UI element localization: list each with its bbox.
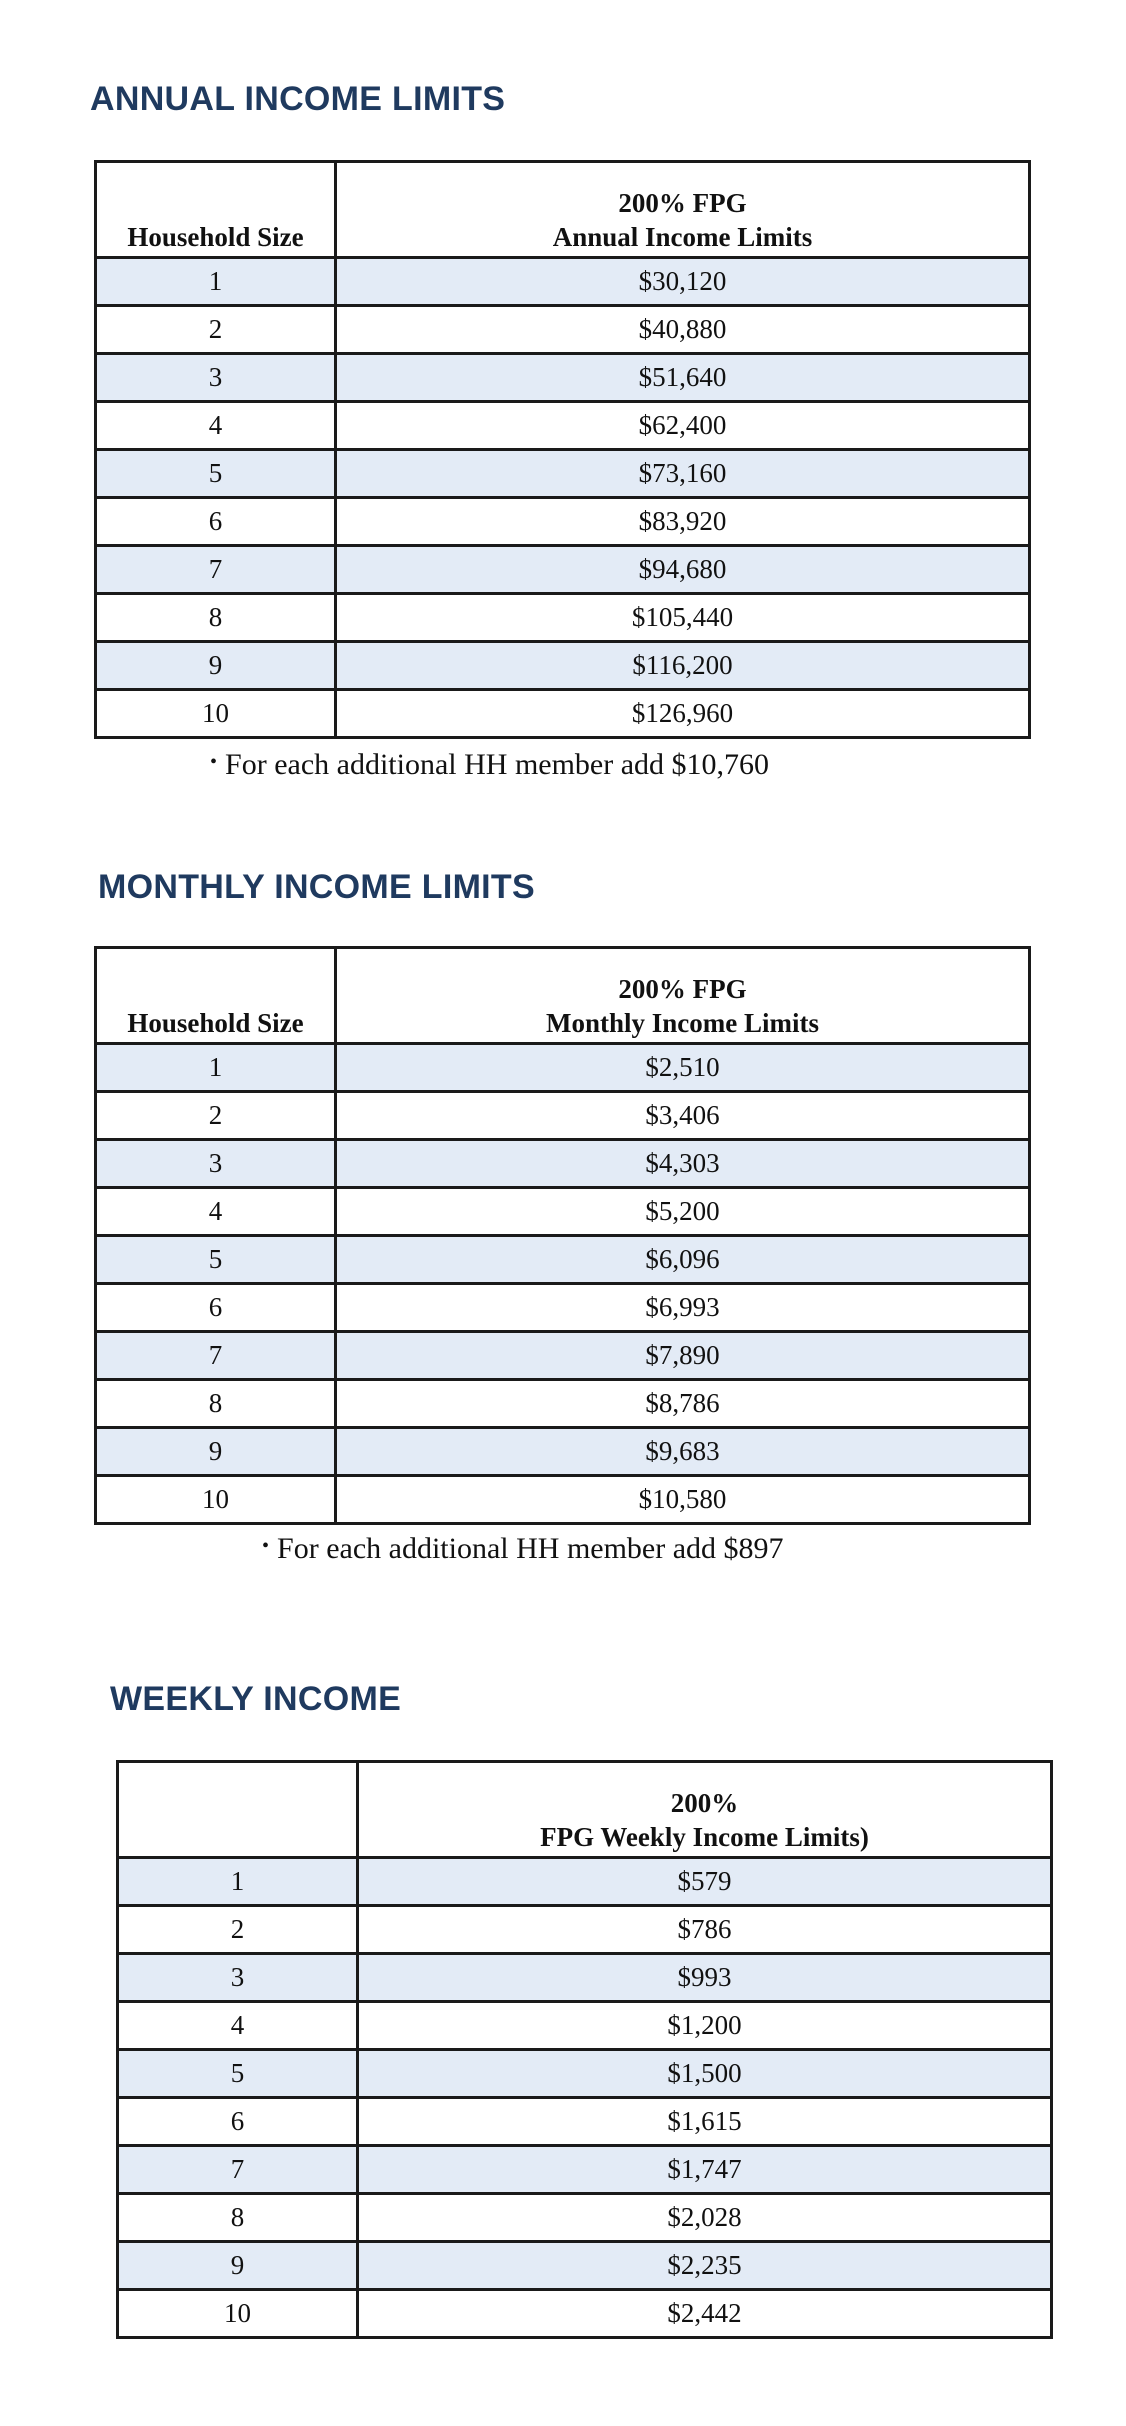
table-row [118, 2002, 1052, 2050]
income-limit-cell: $2,028 [358, 2194, 1052, 2242]
table-header-row [96, 162, 1030, 258]
income-limit-cell: $51,640 [336, 354, 1030, 402]
household-size-header: Household Size [96, 162, 336, 258]
table-row [96, 402, 1030, 450]
table-row [96, 1332, 1030, 1380]
bullet-icon: • [210, 751, 218, 773]
income-limit-cell: $8,786 [336, 1380, 1030, 1428]
household-size-cell: 8 [96, 1380, 336, 1428]
table-row [96, 1044, 1030, 1092]
bullet-icon: • [262, 1535, 270, 1557]
table-row [118, 2194, 1052, 2242]
income-limit-header [336, 948, 1030, 1044]
table-row [96, 1284, 1030, 1332]
income-limit-cell: $5,200 [336, 1188, 1030, 1236]
household-size-cell: 6 [118, 2098, 358, 2146]
income-limit-cell: $62,400 [336, 402, 1030, 450]
header-line-2: FPG Weekly Income Limits) [540, 1822, 869, 1852]
table-row [96, 1140, 1030, 1188]
income-limit-cell: $116,200 [336, 642, 1030, 690]
table-row [96, 642, 1030, 690]
income-limit-cell: $1,200 [358, 2002, 1052, 2050]
household-size-cell: 4 [96, 402, 336, 450]
household-size-cell: 6 [96, 498, 336, 546]
household-size-cell: 1 [118, 1858, 358, 1906]
income-limit-header [336, 162, 1030, 258]
table-row [118, 1906, 1052, 1954]
header-line-1: 200% FPG [618, 974, 747, 1004]
annual-note-text: For each additional HH member add $10,760 [225, 748, 770, 781]
table-header-row [118, 1762, 1052, 1858]
household-size-cell: 8 [118, 2194, 358, 2242]
household-size-header: Household Size [96, 948, 336, 1044]
income-limit-cell: $2,235 [358, 2242, 1052, 2290]
household-size-cell: 7 [118, 2146, 358, 2194]
household-size-cell: 7 [96, 546, 336, 594]
income-limit-cell: $1,747 [358, 2146, 1052, 2194]
household-size-cell: 8 [96, 594, 336, 642]
weekly-income-table [116, 1760, 1053, 2339]
income-limit-cell: $3,406 [336, 1092, 1030, 1140]
table-row [118, 1954, 1052, 2002]
income-limit-header [358, 1762, 1052, 1858]
household-size-cell: 2 [96, 1092, 336, 1140]
household-size-cell: 5 [96, 1236, 336, 1284]
income-limit-cell: $105,440 [336, 594, 1030, 642]
annual-heading: ANNUAL INCOME LIMITS [90, 80, 506, 118]
household-size-cell: 2 [96, 306, 336, 354]
household-size-cell: 9 [118, 2242, 358, 2290]
table-row [96, 690, 1030, 738]
household-size-cell: 5 [96, 450, 336, 498]
income-limit-cell: $73,160 [336, 450, 1030, 498]
household-size-cell: 3 [96, 354, 336, 402]
table-row [118, 2098, 1052, 2146]
household-size-cell: 7 [96, 1332, 336, 1380]
weekly-heading: WEEKLY INCOME [110, 1680, 402, 1718]
household-size-cell: 4 [118, 2002, 358, 2050]
annual-income-table [94, 160, 1031, 739]
household-size-cell: 1 [96, 258, 336, 306]
table-row [118, 1858, 1052, 1906]
income-limit-cell: $993 [358, 1954, 1052, 2002]
table-row [96, 1428, 1030, 1476]
table-row [96, 594, 1030, 642]
income-limit-cell: $2,510 [336, 1044, 1030, 1092]
monthly-income-table [94, 946, 1031, 1525]
table-row [118, 2242, 1052, 2290]
table-row [96, 306, 1030, 354]
table-row [118, 2290, 1052, 2338]
table-row [96, 450, 1030, 498]
income-limit-cell: $7,890 [336, 1332, 1030, 1380]
income-limit-cell: $1,615 [358, 2098, 1052, 2146]
table-row [96, 1188, 1030, 1236]
income-limit-cell: $126,960 [336, 690, 1030, 738]
table-header-row [96, 948, 1030, 1044]
household-size-cell: 3 [118, 1954, 358, 2002]
table-row [96, 258, 1030, 306]
income-limit-cell: $2,442 [358, 2290, 1052, 2338]
income-limit-cell: $4,303 [336, 1140, 1030, 1188]
household-size-cell: 4 [96, 1188, 336, 1236]
table-row [96, 498, 1030, 546]
income-limit-cell: $10,580 [336, 1476, 1030, 1524]
household-size-cell: 10 [118, 2290, 358, 2338]
header-line-2: Annual Income Limits [552, 222, 813, 252]
income-limit-cell: $6,096 [336, 1236, 1030, 1284]
income-limit-cell: $94,680 [336, 546, 1030, 594]
header-line-2: Monthly Income Limits [546, 1008, 819, 1038]
income-limit-cell: $1,500 [358, 2050, 1052, 2098]
household-size-cell: 10 [96, 690, 336, 738]
income-limit-cell: $6,993 [336, 1284, 1030, 1332]
household-size-cell: 1 [96, 1044, 336, 1092]
monthly-note-text: For each additional HH member add $897 [277, 1532, 784, 1565]
table-row [96, 354, 1030, 402]
income-limit-cell: $40,880 [336, 306, 1030, 354]
income-limit-cell: $83,920 [336, 498, 1030, 546]
table-row [96, 1476, 1030, 1524]
monthly-note [262, 1532, 784, 1566]
household-size-cell: 5 [118, 2050, 358, 2098]
income-limit-cell: $786 [358, 1906, 1052, 1954]
income-limit-cell: $9,683 [336, 1428, 1030, 1476]
table-row [96, 1092, 1030, 1140]
household-size-cell: 2 [118, 1906, 358, 1954]
table-row [96, 1380, 1030, 1428]
header-line-1: 200% FPG [618, 188, 747, 218]
household-size-header [118, 1762, 358, 1858]
income-limit-cell: $579 [358, 1858, 1052, 1906]
household-size-cell: 6 [96, 1284, 336, 1332]
household-size-cell: 9 [96, 642, 336, 690]
table-row [96, 546, 1030, 594]
header-line-1: 200% [670, 1788, 739, 1818]
table-row [118, 2050, 1052, 2098]
household-size-cell: 10 [96, 1476, 336, 1524]
table-row [96, 1236, 1030, 1284]
household-size-cell: 9 [96, 1428, 336, 1476]
monthly-heading: MONTHLY INCOME LIMITS [98, 868, 535, 906]
household-size-cell: 3 [96, 1140, 336, 1188]
income-limit-cell: $30,120 [336, 258, 1030, 306]
table-row [118, 2146, 1052, 2194]
annual-note [210, 748, 769, 782]
